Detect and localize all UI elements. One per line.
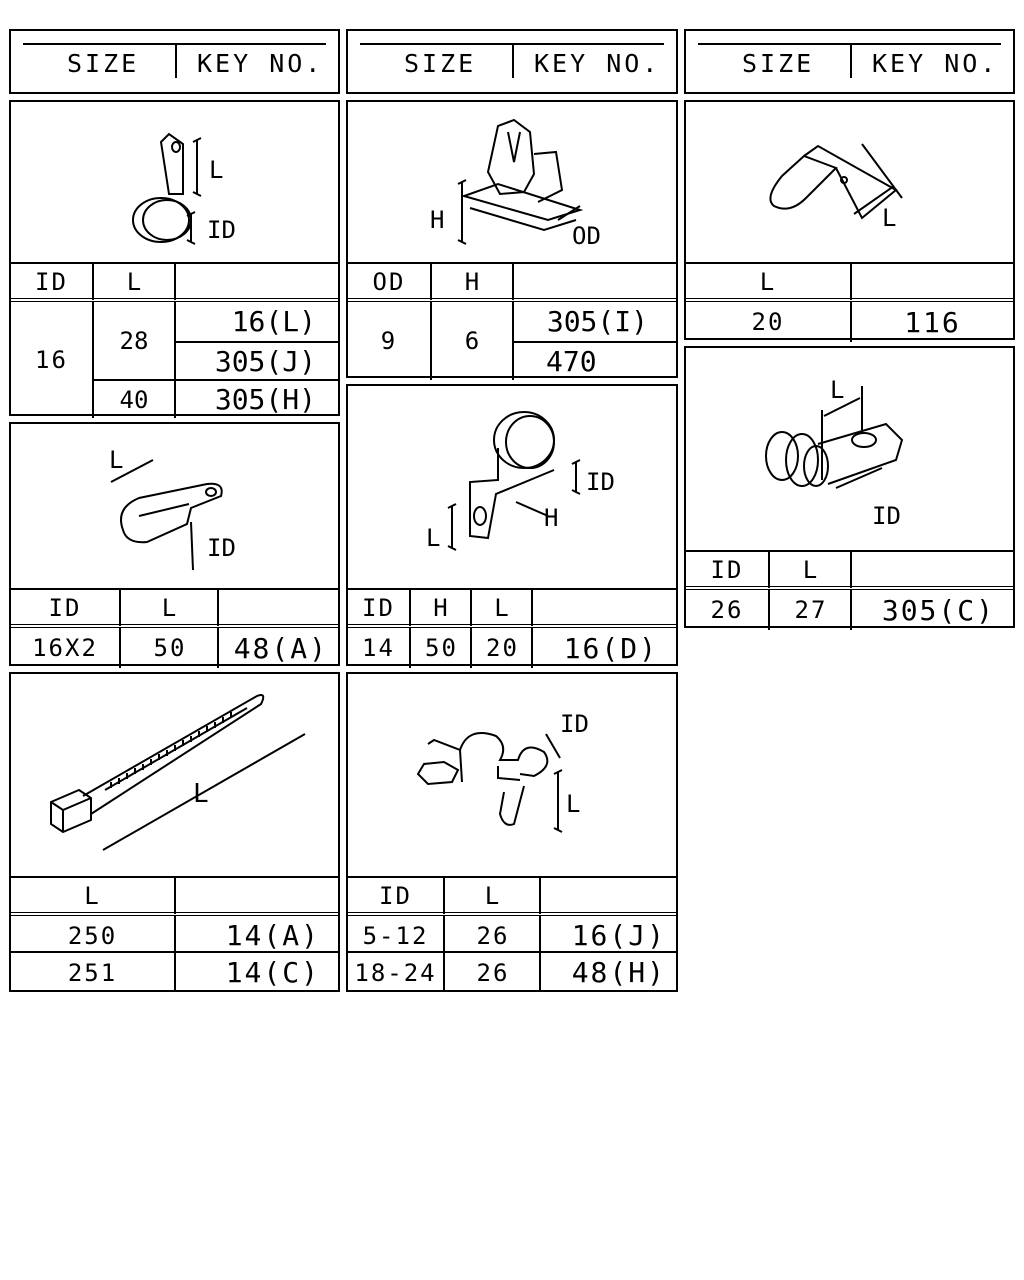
- key-number: 116: [850, 302, 1013, 342]
- od-value: 9: [380, 327, 398, 355]
- col-header-h: H: [409, 590, 472, 626]
- key-number: 305(H): [174, 379, 338, 418]
- h-value: 50: [409, 628, 472, 668]
- dim-label-id: ID: [872, 502, 901, 530]
- cable-tie-illustration: [11, 674, 338, 878]
- dim-label-h: H: [430, 206, 445, 234]
- dim-label-l: L: [109, 446, 124, 474]
- dim-label-od: OD: [572, 222, 601, 250]
- table-row: [11, 912, 338, 955]
- key-number: 305(C): [850, 590, 1013, 630]
- panel-grommet-clip: [684, 346, 1015, 628]
- dim-label-id: ID: [560, 710, 589, 738]
- size-table: [11, 588, 338, 664]
- table-row: [11, 624, 338, 668]
- key-number: 16(D): [531, 628, 676, 668]
- panel-bracket-clip: [684, 100, 1015, 340]
- col-header-key: [850, 264, 1013, 300]
- key-number: 16(J): [539, 916, 676, 955]
- col-header-id: ID: [379, 882, 412, 910]
- col-header-l: L: [119, 590, 219, 626]
- dim-label-id: ID: [586, 468, 615, 496]
- key-no-label: KEY NO.: [197, 49, 324, 78]
- size-table: [348, 262, 676, 376]
- col-header-key: [512, 264, 676, 300]
- dim-label-l: L: [193, 779, 209, 809]
- size-table: [11, 262, 338, 414]
- dim-label-l: L: [209, 156, 224, 184]
- l-value: 50: [119, 628, 219, 668]
- panel-push-clip: [346, 100, 678, 378]
- h-value: 6: [430, 302, 514, 380]
- col-header-key: [531, 590, 676, 626]
- col-header-l: L: [92, 264, 176, 300]
- twin-clip-illustration: [348, 674, 676, 878]
- col-header-l: L: [84, 882, 101, 910]
- header-box-2: [346, 29, 678, 94]
- id-value: 26: [710, 596, 744, 624]
- double-clip-illustration: [11, 424, 338, 590]
- panel-twin-clip: [346, 672, 678, 992]
- table-row: [348, 298, 676, 380]
- size-table: [686, 550, 1013, 626]
- l-value: 28: [92, 302, 174, 379]
- key-number: 305(J): [174, 341, 338, 379]
- col-header-h: H: [430, 264, 514, 300]
- dim-label-l: L: [830, 376, 845, 404]
- size-table: [348, 588, 676, 664]
- col-header-od: OD: [372, 268, 406, 296]
- col-header-l: L: [470, 590, 533, 626]
- col-header-key: [539, 878, 676, 914]
- id-value: 16X2: [32, 634, 98, 662]
- key-number: 48(H): [539, 953, 676, 992]
- key-number: 14(A): [174, 916, 338, 955]
- col-header-id: ID: [48, 594, 82, 622]
- bracket-clip-illustration: [686, 102, 1013, 264]
- table-row: [686, 298, 1013, 342]
- col-header-l: L: [759, 268, 777, 296]
- panel-p-clip: [9, 100, 340, 416]
- header-box-1: [9, 29, 340, 94]
- l-value: 27: [768, 590, 852, 630]
- l-value: 26: [443, 953, 541, 992]
- table-row: [686, 586, 1013, 630]
- table-row: [11, 298, 338, 418]
- l-value: 26: [443, 916, 541, 955]
- id-value: 14: [362, 634, 395, 662]
- col-header-id: ID: [710, 556, 744, 584]
- size-label: SIZE: [742, 49, 815, 78]
- col-header-key: [174, 264, 338, 300]
- l-value: 20: [470, 628, 533, 668]
- col-header-id: ID: [35, 268, 68, 296]
- dim-label-id: ID: [207, 534, 236, 562]
- key-number: 14(C): [174, 953, 338, 992]
- p-clip-illustration: [11, 102, 338, 264]
- dim-label-l: L: [426, 524, 441, 552]
- l-value: 40: [92, 379, 174, 418]
- col-header-key: [217, 590, 338, 626]
- grommet-clip-illustration: [686, 348, 1013, 552]
- push-clip-illustration: [348, 102, 676, 264]
- l-value: 250: [67, 921, 118, 950]
- col-header-l: L: [443, 878, 541, 914]
- key-number: 305(I): [512, 302, 676, 341]
- size-table: [686, 262, 1013, 338]
- size-label: SIZE: [67, 49, 140, 78]
- dim-label-h: H: [544, 504, 559, 532]
- panel-loop-clip: [346, 384, 678, 666]
- table-row: [11, 951, 338, 992]
- size-label: SIZE: [404, 49, 477, 78]
- dim-label-l: L: [882, 204, 897, 232]
- size-table: [11, 876, 338, 990]
- table-row: [348, 624, 676, 668]
- size-table: [348, 876, 676, 990]
- dim-label-id: ID: [207, 216, 236, 244]
- col-header-key: [850, 552, 1013, 588]
- key-no-label: KEY NO.: [534, 49, 661, 78]
- col-header-id: ID: [362, 594, 395, 622]
- col-header-l: L: [768, 552, 852, 588]
- loop-clip-illustration: [348, 386, 676, 590]
- key-no-label: KEY NO.: [872, 49, 999, 78]
- id-value: 5-12: [362, 921, 429, 950]
- panel-cable-tie: [9, 672, 340, 992]
- table-row: [348, 912, 676, 955]
- header-box-3: [684, 29, 1015, 94]
- id-value: 16: [35, 346, 68, 374]
- dim-label-l: L: [566, 790, 581, 818]
- table-row: [348, 951, 676, 992]
- key-number: 470: [512, 341, 676, 380]
- key-number: 16(L): [174, 302, 338, 341]
- l-value: 251: [67, 958, 118, 987]
- key-number: 48(A): [217, 628, 338, 668]
- col-header-key: [174, 878, 338, 914]
- panel-double-clip: [9, 422, 340, 666]
- id-value: 18-24: [354, 958, 437, 987]
- l-value: 20: [751, 308, 785, 336]
